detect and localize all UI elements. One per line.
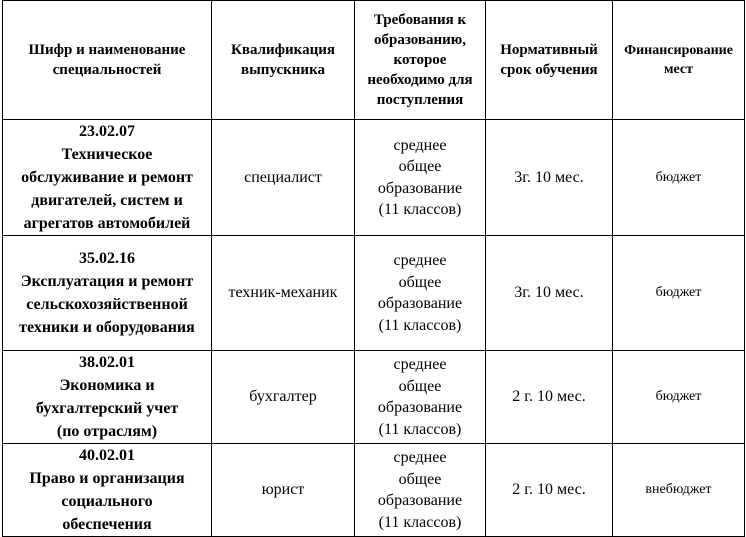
table-row bbox=[3, 236, 745, 351]
table-row bbox=[3, 351, 745, 444]
table-row bbox=[3, 120, 745, 236]
funding-cell: бюджет bbox=[613, 236, 745, 351]
education-cell: среднее общее образование (11 классов) bbox=[355, 351, 486, 444]
education-cell: среднее общее образование (11 классов) bbox=[355, 236, 486, 351]
funding-cell: бюджет bbox=[613, 351, 745, 444]
specialty-cell: 40.02.01 Право и организация социального обеспечения bbox=[3, 444, 212, 537]
table-row bbox=[3, 444, 745, 537]
duration-cell: 3г. 10 мес. bbox=[486, 120, 613, 236]
duration-cell: 2 г. 10 мес. bbox=[486, 351, 613, 444]
specialty-cell: 38.02.01 Экономика и бухгалтерский учет (по отраслям) bbox=[3, 351, 212, 444]
qualification-cell: специалист bbox=[212, 120, 355, 236]
header-specialty: Шифр и наименование специальностей bbox=[3, 1, 212, 120]
header-duration: Нормативный срок обучения bbox=[486, 1, 613, 120]
specialty-cell: 35.02.16 Эксплуатация и ремонт сельскохозяйственной техники и оборудования bbox=[3, 236, 212, 351]
qualification-cell: техник-механик bbox=[212, 236, 355, 351]
funding-cell: внебюджет bbox=[613, 444, 745, 537]
duration-cell: 3г. 10 мес. bbox=[486, 236, 613, 351]
specialty-cell: 23.02.07 Техническое обслуживание и ремонт двигателей, систем и агрегатов автомобилей bbox=[3, 120, 212, 236]
header-row bbox=[3, 1, 745, 120]
funding-cell: бюджет bbox=[613, 120, 745, 236]
header-funding: Финансирование мест bbox=[613, 1, 745, 120]
specialties-table bbox=[2, 0, 745, 537]
header-qualification: Квалификация выпускника bbox=[212, 1, 355, 120]
education-cell: среднее общее образование (11 классов) bbox=[355, 444, 486, 537]
qualification-cell: юрист bbox=[212, 444, 355, 537]
qualification-cell: бухгалтер bbox=[212, 351, 355, 444]
education-cell: среднее общее образование (11 классов) bbox=[355, 120, 486, 236]
duration-cell: 2 г. 10 мес. bbox=[486, 444, 613, 537]
header-education: Требования к образованию, которое необходимо для поступления bbox=[355, 1, 486, 120]
